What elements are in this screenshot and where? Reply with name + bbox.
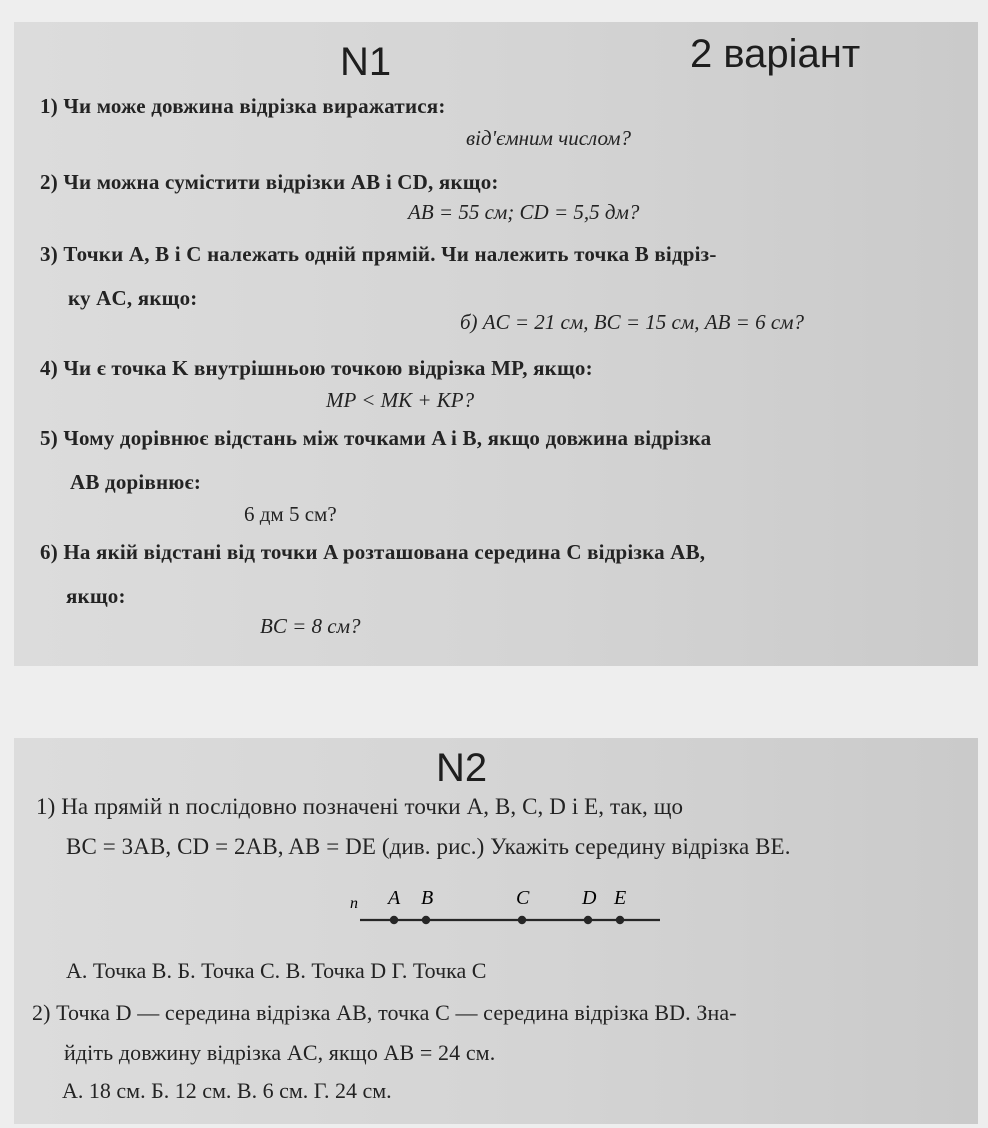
- worksheet-section-1: [14, 22, 978, 666]
- task-2-line-2: йдіть довжину відрізка AC, якщо AB = 24 см.: [64, 1040, 496, 1065]
- worksheet-section-2: [14, 738, 978, 1124]
- question-1: 1) Чи може довжина відрізка виражатися:: [40, 94, 446, 118]
- task-2-line-1: 2) Точка D — середина відрізка AB, точка C — середина відрізка BD. Зна-: [32, 1000, 737, 1025]
- question-5-line-2: AB дорівнює:: [70, 470, 202, 494]
- point-b-dot: [422, 916, 430, 924]
- point-d-dot: [584, 916, 592, 924]
- point-d-label: D: [582, 887, 597, 909]
- question-4-sub: MP < MK + KP?: [326, 388, 475, 412]
- question-2: 2) Чи можна сумістити відрізки AB і CD, якщо:: [40, 170, 499, 194]
- point-b-label: B: [421, 887, 434, 909]
- variant-label: 2 варіант: [690, 32, 861, 76]
- task-1-line-1: 1) На прямій n послідовно позначені точки A, B, C, D і E, так, що: [36, 794, 684, 819]
- question-6-line-1: 6) На якій відстані від точки A розташована середина C відрізка AB,: [40, 540, 706, 564]
- task-1-options: А. Точка B. Б. Точка C. В. Точка D Г. Точка C: [66, 958, 487, 983]
- segment-figure: [344, 878, 664, 938]
- point-e-label: E: [614, 887, 627, 909]
- question-4: 4) Чи є точка K внутрішньою точкою відрізка MP, якщо:: [40, 356, 593, 380]
- point-c-dot: [518, 916, 526, 924]
- question-2-sub: AB = 55 см; CD = 5,5 дм?: [408, 200, 640, 224]
- point-c-label: C: [516, 887, 530, 909]
- question-6-sub: BC = 8 см?: [260, 614, 361, 638]
- question-3-line-1: 3) Точки A, B і C належать одній прямій. Чи належить точка B відріз-: [40, 242, 717, 266]
- question-3-sub: б) AC = 21 см, BC = 15 см, AB = 6 см?: [460, 310, 805, 334]
- question-6-line-2: якщо:: [66, 584, 126, 608]
- task-2-options: А. 18 см. Б. 12 см. В. 6 см. Г. 24 см.: [62, 1078, 392, 1103]
- point-a-dot: [390, 916, 398, 924]
- question-5-sub: 6 дм 5 см?: [244, 502, 337, 526]
- point-e-dot: [616, 916, 624, 924]
- task-1-line-2: BC = 3AB, CD = 2AB, AB = DE (див. рис.) Укажіть середину відрізка BE.: [66, 834, 791, 859]
- line-label-n: n: [350, 895, 358, 912]
- section-1-title: N1: [340, 40, 392, 84]
- question-5-line-1: 5) Чому дорівнює відстань між точками A і B, якщо довжина відрізка: [40, 426, 712, 450]
- point-a-label: A: [388, 887, 401, 909]
- section-2-title: N2: [436, 746, 488, 790]
- question-3-line-2: ку AC, якщо:: [68, 286, 198, 310]
- question-1-sub: від'ємним числом?: [466, 126, 632, 150]
